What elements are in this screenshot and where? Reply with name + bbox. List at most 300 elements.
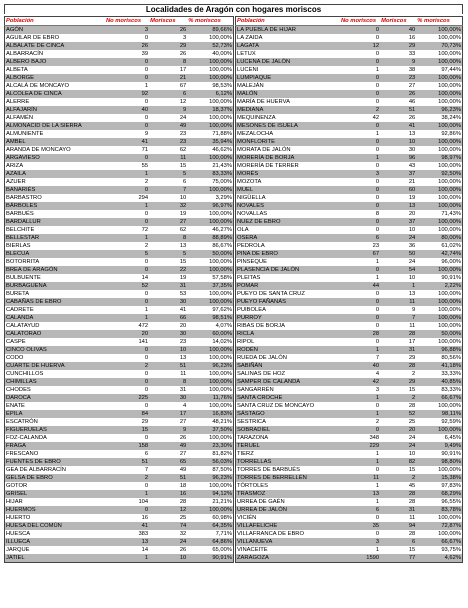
cell-moriscos: 29 bbox=[408, 355, 416, 361]
cell-percent-moriscos: 2,22% bbox=[416, 282, 462, 290]
cell-no-moriscos: 40 bbox=[105, 106, 149, 114]
cell-moriscos: 33 bbox=[408, 51, 416, 57]
table-row bbox=[236, 210, 463, 218]
table-row bbox=[5, 354, 234, 362]
cell-percent-moriscos: 66,67% bbox=[416, 394, 462, 402]
table-row bbox=[5, 306, 234, 314]
cell-moriscos: 30 bbox=[149, 298, 187, 306]
cell-no-moriscos: 0 bbox=[105, 298, 149, 306]
cell-moriscos: 6 bbox=[149, 90, 187, 98]
cell-moriscos: 29 bbox=[149, 42, 187, 50]
cell-percent-moriscos: 52,73% bbox=[187, 42, 233, 50]
cell-no-moriscos: 2 bbox=[105, 362, 149, 370]
table-row bbox=[5, 290, 234, 298]
cell-moriscos: 12 bbox=[149, 506, 187, 514]
cell-poblacion: CADRETE bbox=[6, 307, 34, 313]
cell-poblacion: ARANDA DE MONCAYO bbox=[6, 147, 71, 153]
cell-moriscos: 11 bbox=[380, 298, 416, 306]
cell-poblacion: TARAZONA bbox=[237, 435, 269, 441]
cell-percent-moriscos: 21,21% bbox=[212, 499, 232, 505]
cell-no-moriscos: 67 bbox=[340, 250, 380, 258]
table-row bbox=[236, 242, 463, 250]
cell-percent-moriscos: 83,78% bbox=[416, 506, 462, 514]
cell-moriscos: 49 bbox=[149, 122, 187, 130]
cell-no-moriscos: 1 bbox=[375, 547, 380, 553]
table-row bbox=[236, 114, 463, 122]
table-row bbox=[5, 234, 234, 242]
cell-no-moriscos: 0 bbox=[340, 426, 380, 434]
cell-moriscos: 31 bbox=[179, 387, 187, 393]
cell-percent-moriscos: 100,00% bbox=[438, 51, 461, 57]
cell-no-moriscos: 0 bbox=[375, 515, 380, 521]
cell-moriscos: 13 bbox=[408, 291, 416, 297]
cell-percent-moriscos: 11,76% bbox=[187, 394, 233, 402]
cell-percent-moriscos: 100,00% bbox=[187, 186, 233, 194]
cell-moriscos: 22 bbox=[149, 266, 187, 274]
table-row bbox=[236, 402, 463, 410]
table-row bbox=[236, 362, 463, 370]
cell-poblacion: PUIBOLEA bbox=[237, 307, 266, 313]
cell-percent-moriscos: 100,00% bbox=[209, 67, 232, 73]
table-row bbox=[5, 554, 234, 563]
cell-poblacion: SOBRADIEL bbox=[236, 426, 340, 434]
cell-poblacion: HUERMOS bbox=[5, 506, 105, 514]
cell-no-moriscos: 158 bbox=[105, 442, 149, 450]
cell-poblacion: VILLAFELICHE bbox=[236, 522, 340, 530]
table-row bbox=[5, 514, 234, 522]
table-row bbox=[236, 178, 463, 186]
cell-moriscos: 19 bbox=[179, 275, 187, 281]
cell-no-moriscos: 39 bbox=[141, 51, 149, 57]
table-row bbox=[236, 42, 463, 50]
cell-no-moriscos: 472 bbox=[138, 323, 149, 329]
cell-percent-moriscos: 87,50% bbox=[212, 467, 232, 473]
cell-moriscos: 32 bbox=[179, 531, 187, 537]
table-row bbox=[5, 242, 234, 250]
cell-moriscos: 18 bbox=[179, 483, 187, 489]
table-row bbox=[236, 98, 463, 106]
table-row bbox=[5, 546, 234, 554]
cell-poblacion: MESONES DE ISUELA bbox=[236, 122, 340, 130]
cell-poblacion: CHODES bbox=[6, 387, 31, 393]
cell-no-moriscos: 11 bbox=[340, 474, 380, 482]
cell-moriscos: 10 bbox=[380, 138, 416, 146]
table-row bbox=[236, 90, 463, 98]
cell-poblacion: TRASMOZ bbox=[236, 490, 340, 498]
cell-no-moriscos: 0 bbox=[105, 266, 149, 274]
table-row bbox=[236, 322, 463, 330]
cell-percent-moriscos: 83,33% bbox=[187, 170, 233, 178]
cell-moriscos: 27 bbox=[179, 419, 187, 425]
cell-no-moriscos: 229 bbox=[340, 442, 380, 450]
cell-moriscos: 28 bbox=[380, 362, 416, 370]
table-row bbox=[236, 466, 463, 474]
cell-no-moriscos: 0 bbox=[375, 307, 380, 313]
table-row bbox=[236, 34, 463, 42]
cell-poblacion: ALFAMÉN bbox=[6, 115, 34, 121]
cell-percent-moriscos: 100,00% bbox=[438, 195, 461, 201]
cell-poblacion: MONFLORITE bbox=[236, 138, 340, 146]
cell-no-moriscos: 0 bbox=[340, 74, 380, 82]
cell-percent-moriscos: 98,97% bbox=[416, 154, 462, 162]
cell-percent-moriscos: 56,03% bbox=[187, 458, 233, 466]
table-row bbox=[5, 402, 234, 410]
cell-moriscos: 10 bbox=[149, 554, 187, 563]
cell-percent-moriscos: 100,00% bbox=[416, 90, 462, 98]
cell-percent-moriscos: 15,38% bbox=[416, 474, 462, 482]
cell-poblacion: SALINAS DE HOZ bbox=[237, 371, 285, 377]
cell-poblacion: SAMPER DE CALANDA bbox=[236, 378, 340, 386]
cell-percent-moriscos: 60,98% bbox=[212, 515, 232, 521]
cell-poblacion: MORERÍA DE BORJA bbox=[236, 154, 340, 162]
cell-moriscos: 96 bbox=[380, 154, 416, 162]
cell-moriscos: 15 bbox=[408, 387, 416, 393]
table-row bbox=[236, 58, 463, 66]
table-row bbox=[5, 74, 234, 82]
cell-poblacion: MUEL bbox=[236, 186, 340, 194]
cell-moriscos: 11 bbox=[180, 371, 187, 377]
cell-percent-moriscos: 100,00% bbox=[438, 403, 461, 409]
cell-poblacion: CALATORAO bbox=[5, 330, 105, 338]
cell-percent-moriscos: 65,00% bbox=[212, 547, 232, 553]
table-row bbox=[5, 34, 234, 42]
cell-moriscos: 6 bbox=[183, 179, 187, 185]
cell-percent-moriscos: 46,27% bbox=[212, 227, 232, 233]
cell-no-moriscos: 3 bbox=[340, 538, 380, 546]
cell-no-moriscos: 1 bbox=[375, 451, 380, 457]
cell-percent-moriscos: 6,45% bbox=[444, 435, 461, 441]
cell-percent-moriscos: 68,29% bbox=[416, 490, 462, 498]
cell-percent-moriscos: 71,43% bbox=[441, 211, 461, 217]
cell-moriscos: 31 bbox=[380, 346, 416, 354]
cell-poblacion: FRESCANO bbox=[6, 451, 39, 457]
table-row bbox=[236, 426, 463, 434]
table-row bbox=[5, 50, 234, 58]
cell-moriscos: 11 bbox=[409, 515, 416, 521]
cell-poblacion: BULBUENTE bbox=[6, 275, 41, 281]
table-row bbox=[5, 418, 234, 426]
cell-percent-moriscos: 96,23% bbox=[416, 106, 462, 114]
cell-percent-moriscos: 88,89% bbox=[187, 234, 233, 242]
cell-no-moriscos: 1 bbox=[105, 170, 149, 178]
table-row bbox=[5, 530, 234, 538]
cell-no-moriscos: 0 bbox=[375, 195, 380, 201]
cell-no-moriscos: 1 bbox=[340, 458, 380, 466]
cell-moriscos: 15 bbox=[179, 163, 187, 169]
table-row bbox=[236, 82, 463, 90]
cell-no-moriscos: 141 bbox=[138, 339, 149, 345]
cell-percent-moriscos: 33,33% bbox=[441, 371, 461, 377]
cell-no-moriscos: 12 bbox=[340, 42, 380, 50]
table-row bbox=[5, 378, 234, 386]
cell-percent-moriscos: 100,00% bbox=[438, 291, 461, 297]
right-table bbox=[235, 16, 463, 563]
cell-no-moriscos: 0 bbox=[375, 51, 380, 57]
cell-no-moriscos: 0 bbox=[375, 83, 380, 89]
cell-percent-moriscos: 93,75% bbox=[441, 547, 461, 553]
table-row bbox=[5, 466, 234, 474]
cell-poblacion: PURROY bbox=[236, 314, 340, 322]
cell-poblacion: PEDROLA bbox=[237, 243, 265, 249]
cell-percent-moriscos: 100,00% bbox=[438, 35, 461, 41]
cell-percent-moriscos: 100,00% bbox=[209, 211, 232, 217]
cell-moriscos: 74 bbox=[149, 522, 187, 530]
cell-percent-moriscos: 100,00% bbox=[209, 435, 232, 441]
cell-percent-moriscos: 96,23% bbox=[187, 474, 233, 482]
cell-moriscos: 65 bbox=[149, 458, 187, 466]
cell-percent-moriscos: 46,62% bbox=[212, 147, 232, 153]
table-row bbox=[5, 522, 234, 530]
cell-moriscos: 77 bbox=[380, 554, 416, 563]
cell-no-moriscos: 0 bbox=[375, 467, 380, 473]
cell-moriscos: 15 bbox=[179, 259, 187, 265]
cell-percent-moriscos: 98,11% bbox=[416, 410, 462, 418]
cell-no-moriscos: 0 bbox=[340, 218, 380, 226]
cell-poblacion: LUCENA DE JALÓN bbox=[236, 58, 340, 66]
cell-percent-moriscos: 100,00% bbox=[416, 138, 462, 146]
cell-percent-moriscos: 66,67% bbox=[416, 538, 462, 546]
cell-poblacion: FOZ-CALANDA bbox=[6, 435, 47, 441]
cell-poblacion: MARÍA DE HUERVA bbox=[237, 99, 290, 105]
right-header-row bbox=[236, 17, 463, 26]
cell-percent-moriscos: 37,35% bbox=[187, 282, 233, 290]
cell-moriscos: 26 bbox=[408, 115, 416, 121]
cell-percent-moriscos: 96,23% bbox=[187, 362, 233, 370]
cell-percent-moriscos: 42,74% bbox=[416, 250, 462, 258]
header-moriscos: Moriscos bbox=[380, 17, 416, 26]
cell-percent-moriscos: 100,00% bbox=[187, 74, 233, 82]
cell-poblacion: FIGUERUELAS bbox=[5, 426, 105, 434]
cell-no-moriscos: 0 bbox=[375, 99, 380, 105]
table-row bbox=[5, 330, 234, 338]
cell-poblacion: NOVALES bbox=[236, 202, 340, 210]
cell-percent-moriscos: 100,00% bbox=[438, 323, 461, 329]
cell-moriscos: 54 bbox=[380, 266, 416, 274]
cell-no-moriscos: 51 bbox=[105, 458, 149, 466]
table-row bbox=[5, 258, 234, 266]
cell-percent-moriscos: 40,85% bbox=[416, 378, 462, 386]
cell-percent-moriscos: 64,35% bbox=[187, 522, 233, 530]
cell-no-moriscos: 0 bbox=[105, 378, 149, 386]
cell-no-moriscos: 0 bbox=[340, 26, 380, 35]
cell-moriscos: 20 bbox=[380, 426, 416, 434]
cell-moriscos: 26 bbox=[149, 26, 187, 35]
cell-poblacion: JARQUE bbox=[6, 547, 30, 553]
cell-no-moriscos: 2 bbox=[144, 179, 149, 185]
cell-moriscos: 60 bbox=[380, 186, 416, 194]
cell-no-moriscos: 1 bbox=[105, 314, 149, 322]
cell-percent-moriscos: 71,88% bbox=[212, 131, 232, 137]
spreadsheet bbox=[4, 4, 463, 561]
cell-moriscos: 30 bbox=[408, 147, 416, 153]
cell-percent-moriscos: 83,33% bbox=[441, 387, 461, 393]
cell-moriscos: 67 bbox=[179, 83, 187, 89]
table-row bbox=[5, 506, 234, 514]
table-row bbox=[236, 162, 463, 170]
table-row bbox=[5, 82, 234, 90]
cell-poblacion: PUEYO DE SANTA CRUZ bbox=[237, 291, 305, 297]
cell-moriscos: 23 bbox=[179, 131, 187, 137]
cell-no-moriscos: 9 bbox=[144, 131, 149, 137]
table-row bbox=[5, 338, 234, 346]
cell-poblacion: LUCENI bbox=[237, 67, 259, 73]
cell-poblacion: BOTORRITA bbox=[6, 259, 40, 265]
cell-moriscos: 45 bbox=[408, 483, 416, 489]
cell-no-moriscos: 26 bbox=[105, 42, 149, 50]
cell-no-moriscos: 0 bbox=[144, 355, 149, 361]
cell-moriscos: 2 bbox=[380, 474, 416, 482]
cell-percent-moriscos: 48,21% bbox=[212, 419, 232, 425]
cell-percent-moriscos: 100,00% bbox=[187, 298, 233, 306]
cell-percent-moriscos: 100,00% bbox=[209, 291, 232, 297]
cell-poblacion: NIGÜELLA bbox=[237, 195, 266, 201]
cell-poblacion: CASPE bbox=[6, 339, 26, 345]
cell-no-moriscos: 1 bbox=[375, 259, 380, 265]
cell-percent-moriscos: 96,55% bbox=[441, 499, 461, 505]
table-row bbox=[5, 458, 234, 466]
cell-poblacion: URREA DE GAÉN bbox=[237, 499, 285, 505]
cell-no-moriscos: 0 bbox=[105, 58, 149, 66]
cell-poblacion: ARIZA bbox=[6, 163, 24, 169]
cell-moriscos: 9 bbox=[380, 58, 416, 66]
cell-poblacion: ALMONACID DE LA SIERRA bbox=[5, 122, 105, 130]
cell-percent-moriscos: 70,73% bbox=[416, 42, 462, 50]
cell-no-moriscos: 0 bbox=[144, 387, 149, 393]
cell-moriscos: 10 bbox=[408, 451, 416, 457]
cell-no-moriscos: 0 bbox=[144, 291, 149, 297]
cell-no-moriscos: 1 bbox=[340, 346, 380, 354]
table-row bbox=[5, 26, 234, 35]
cell-moriscos: 30 bbox=[149, 330, 187, 338]
cell-moriscos: 51 bbox=[380, 106, 416, 114]
cell-no-moriscos: 0 bbox=[340, 298, 380, 306]
cell-poblacion: GEA DE ALBARRACÍN bbox=[6, 467, 66, 473]
cell-percent-moriscos: 3,29% bbox=[215, 195, 232, 201]
cell-no-moriscos: 0 bbox=[375, 339, 380, 345]
cell-no-moriscos: 0 bbox=[340, 138, 380, 146]
cell-moriscos: 24 bbox=[149, 538, 187, 546]
cell-percent-moriscos: 100,00% bbox=[416, 122, 462, 130]
cell-moriscos: 10 bbox=[179, 195, 187, 201]
cell-poblacion: ALMUNIENTE bbox=[6, 131, 44, 137]
cell-poblacion: RIPOL bbox=[237, 339, 255, 345]
cell-percent-moriscos: 75,00% bbox=[212, 179, 232, 185]
table-row bbox=[236, 290, 463, 298]
cell-moriscos: 26 bbox=[179, 51, 187, 57]
cell-poblacion: LETUX bbox=[237, 51, 256, 57]
cell-no-moriscos: 225 bbox=[105, 394, 149, 402]
table-row bbox=[5, 98, 234, 106]
cell-poblacion: BELCHITE bbox=[6, 227, 35, 233]
table-row bbox=[5, 42, 234, 50]
cell-moriscos: 4 bbox=[183, 403, 187, 409]
cell-moriscos: 41 bbox=[179, 307, 187, 313]
cell-moriscos: 51 bbox=[149, 474, 187, 482]
cell-no-moriscos: 20 bbox=[105, 330, 149, 338]
cell-percent-moriscos: 100,00% bbox=[416, 218, 462, 226]
cell-moriscos: 94 bbox=[380, 522, 416, 530]
cell-moriscos: 10 bbox=[408, 275, 416, 281]
cell-no-moriscos: 0 bbox=[340, 314, 380, 322]
cell-poblacion: DAROCA bbox=[5, 394, 105, 402]
table-row bbox=[236, 194, 463, 202]
table-row bbox=[5, 322, 234, 330]
left-table bbox=[4, 16, 234, 563]
cell-percent-moriscos: 100,00% bbox=[209, 259, 232, 265]
cell-poblacion: BARDALLUR bbox=[5, 218, 105, 226]
cell-poblacion: ALCALÁ DE MONCAYO bbox=[6, 83, 70, 89]
cell-moriscos: 20 bbox=[179, 323, 187, 329]
cell-no-moriscos: 15 bbox=[105, 426, 149, 434]
header-moriscos: Moriscos bbox=[149, 17, 187, 26]
cell-no-moriscos: 8 bbox=[375, 211, 380, 217]
cell-poblacion: MORATA DE JALÓN bbox=[237, 147, 291, 153]
cell-percent-moriscos: 97,83% bbox=[441, 483, 461, 489]
cell-percent-moriscos: 50,00% bbox=[187, 250, 233, 258]
cell-moriscos: 28 bbox=[179, 499, 187, 505]
table-row bbox=[236, 138, 463, 146]
cell-no-moriscos: 0 bbox=[340, 58, 380, 66]
table-row bbox=[5, 122, 234, 130]
cell-moriscos: 43 bbox=[408, 163, 416, 169]
cell-moriscos: 31 bbox=[380, 506, 416, 514]
cell-percent-moriscos: 64,86% bbox=[187, 538, 233, 546]
cell-moriscos: 15 bbox=[408, 467, 416, 473]
cell-no-moriscos: 0 bbox=[340, 266, 380, 274]
cell-moriscos: 27 bbox=[408, 83, 416, 89]
table-row bbox=[236, 434, 463, 442]
cell-moriscos: 29 bbox=[380, 378, 416, 386]
cell-poblacion: CHIMILLAS bbox=[5, 378, 105, 386]
cell-poblacion: BELLESTAR bbox=[5, 234, 105, 242]
cell-moriscos: 27 bbox=[179, 451, 187, 457]
header-no-moriscos: No moriscos bbox=[105, 17, 149, 26]
cell-no-moriscos: 1 bbox=[105, 554, 149, 563]
cell-poblacion: URREA DE JALÓN bbox=[236, 506, 340, 514]
cell-moriscos: 11 bbox=[409, 323, 416, 329]
cell-moriscos: 19 bbox=[179, 211, 187, 217]
cell-no-moriscos: 42 bbox=[372, 115, 380, 121]
cell-no-moriscos: 7 bbox=[375, 355, 380, 361]
cell-poblacion: VILLAFRANCA DE EBRO bbox=[237, 531, 305, 537]
table-row bbox=[236, 546, 463, 554]
table-row bbox=[5, 154, 234, 162]
cell-percent-moriscos: 38,24% bbox=[441, 115, 461, 121]
cell-poblacion: BIERLAS bbox=[6, 243, 31, 249]
cell-percent-moriscos: 100,00% bbox=[187, 266, 233, 274]
cell-poblacion: BREA DE ARAGÓN bbox=[5, 266, 105, 274]
table-row bbox=[5, 450, 234, 458]
cell-moriscos: 24 bbox=[380, 442, 416, 450]
table-row bbox=[5, 178, 234, 186]
cell-percent-moriscos: 100,00% bbox=[209, 99, 232, 105]
cell-no-moriscos: 72 bbox=[141, 227, 149, 233]
cell-no-moriscos: 0 bbox=[144, 99, 149, 105]
cell-percent-moriscos: 100,00% bbox=[187, 218, 233, 226]
cell-poblacion: ARGAVIESO bbox=[5, 154, 105, 162]
cell-poblacion: PINA DE EBRO bbox=[236, 250, 340, 258]
cell-moriscos: 2 bbox=[412, 371, 416, 377]
table-row bbox=[5, 186, 234, 194]
cell-poblacion: HUESA DEL COMÚN bbox=[5, 522, 105, 530]
cell-poblacion: RICLA bbox=[236, 330, 340, 338]
cell-poblacion: GOTOR bbox=[6, 483, 28, 489]
cell-no-moriscos: 0 bbox=[375, 531, 380, 537]
table-row bbox=[5, 442, 234, 450]
cell-moriscos: 46 bbox=[408, 99, 416, 105]
cell-moriscos: 3 bbox=[183, 35, 187, 41]
cell-percent-moriscos: 100,00% bbox=[416, 266, 462, 274]
